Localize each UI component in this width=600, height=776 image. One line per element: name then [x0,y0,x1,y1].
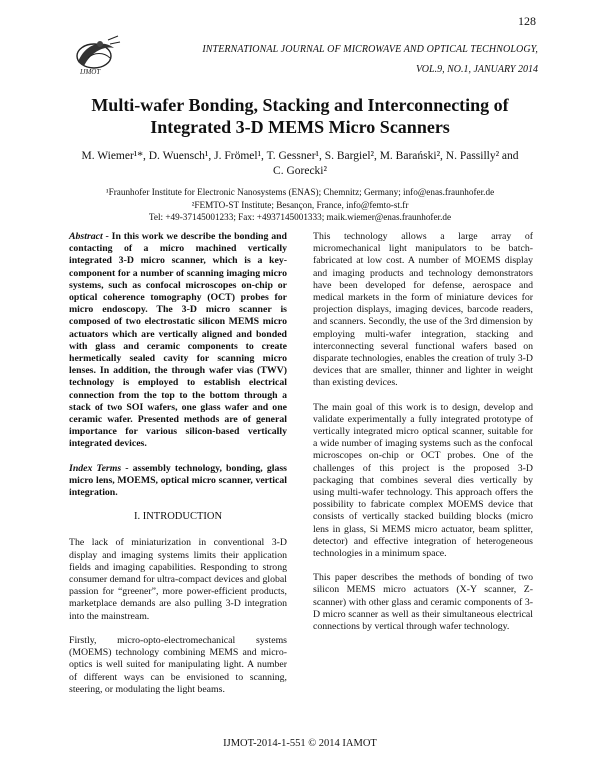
logo-label: IJMOT [80,68,101,76]
right-paragraph-2: The main goal of this work is to design, develop and validate experimentally a fully integrated prototype of vertically integrated micro optical scanner, suitable for a wide number of imaging systems such as the confocal microscopes on-chip or OCT probes. One of the challenges of this project is the proposed 3-D packaging that combines several dies vertically by using multi-wafer technology. This approach offers the possibility to fabricate complex MOEMS device that consists of vertically stacked building blocks (micro lens in glass, Si MEMS micro actuator, beam splitter, detector) and effective integration of heterogeneous technologies in a minimum space. [313,401,533,560]
right-paragraph-3: This paper describes the methods of bonding of two silicon MEMS micro actuators (X-Y scanner, Z-scanner) with other glass and ceramic components of 3-D micro scanner as well as their simultaneous electrical connections by vertical through wafer technology. [313,572,533,633]
page-footer: IJMOT-2014-1-551 © 2014 IAMOT [223,738,377,749]
affiliation-2: ²FEMTO-ST Institute; Besançon, France, info@femto-st.fr [191,199,409,210]
right-paragraph-1: This technology allows a large array of micromechanical light manipulators to be batch-fabricated at low cost. A number of MOEMS display and imaging products and technology demonstrators have been developed for defense, aerospace and medical markets in the form of miniature devices for projection displays, imaging devices, barcode readers, and scanners. Secondly, the use of the 3rd dimension by employing multi-wafer integration, stacking and interconnecting several functional wafers based on disparate technologies, enables the creation of truly 3-D devices that are smaller, thinner and lighter in weight than existing devices. [313,231,533,389]
journal-issue: VOL.9, NO.1, JANUARY 2014 [415,64,538,75]
paper-title: Multi-wafer Bonding, Stacking and Interconnecting of Integrated 3-D MEMS Micro Scanners [91,95,509,137]
affiliations [70,186,530,224]
journal-name: INTERNATIONAL JOURNAL OF MICROWAVE AND OPTICAL TECHNOLOGY, [202,44,538,55]
index-terms-label: Index Terms [69,462,122,474]
abstract-label: Abstract [69,231,103,242]
right-column [313,231,533,645]
page-number: 128 [518,14,536,28]
index-terms-text: - assembly technology, bonding, glass micro lens, MOEMS, optical micro scanner, vertical integration. [69,462,287,499]
contact-line: Tel: +49-37145001233; Fax: +4937145001333; maik.wiemer@enas.fraunhofer.de [148,212,452,222]
authors-line-2: C. Gorecki² [273,165,327,177]
intro-paragraph-2: Firstly, micro-opto-electromechanical systems (MOEMS) technology combining MEMS and micro-optics is well suited for manipulating light. A number of different ways can be envisioned to scanning, steering, or modulating the light beams. [69,634,287,695]
authors-line-1: M. Wiemer¹*, D. Wuensch¹, J. Frömel¹, T. Gessner¹, S. Bargiel², M. Barański², N. Passilly² and [81,150,519,162]
abstract [69,231,287,451]
intro-paragraph-1: The lack of miniaturization in conventional 3-D display and imaging systems limits their application fields and imaging capabilities. Responding to strong consumer demand for ultra-compact devices and global passion for “greener”, more power-efficient products, marketplace demands are also pulling 3-D integration into the mainstream. [69,537,287,622]
abstract-text: - In this work we describe the bonding and contacting of a micro machined vertically integrated 3-D micro scanner, which is a key-component for a number of scanning imaging micro systems, such as confocal microscopes on-chip or optical coherence tomography (OCT) probes for micro endoscopy. The 3-D micro scanner is composed of two electrostatic silicon MEMS micro actuators which are vertically aligned and bonded with glass and ceramic components to create hermetically sealed cavity for scanning micro lenses. In addition, the through wafer vias (TWV) technology is employed to establish electrical connection from the top to the bottom through a stack of two SOI wafers, one glass wafer and one ceramic wafer. Presented methods are of general importance for various silicon-based vertically integrated devices. [69,231,287,450]
section-heading: I. INTRODUCTION [133,511,223,523]
index-terms [69,463,287,500]
affiliation-1: ¹Fraunhofer Institute for Electronic Nanosystems (ENAS); Chemnitz; Germany; info@enas.fraunhofer.de [105,187,495,197]
authors [80,149,520,179]
left-column [69,231,287,708]
